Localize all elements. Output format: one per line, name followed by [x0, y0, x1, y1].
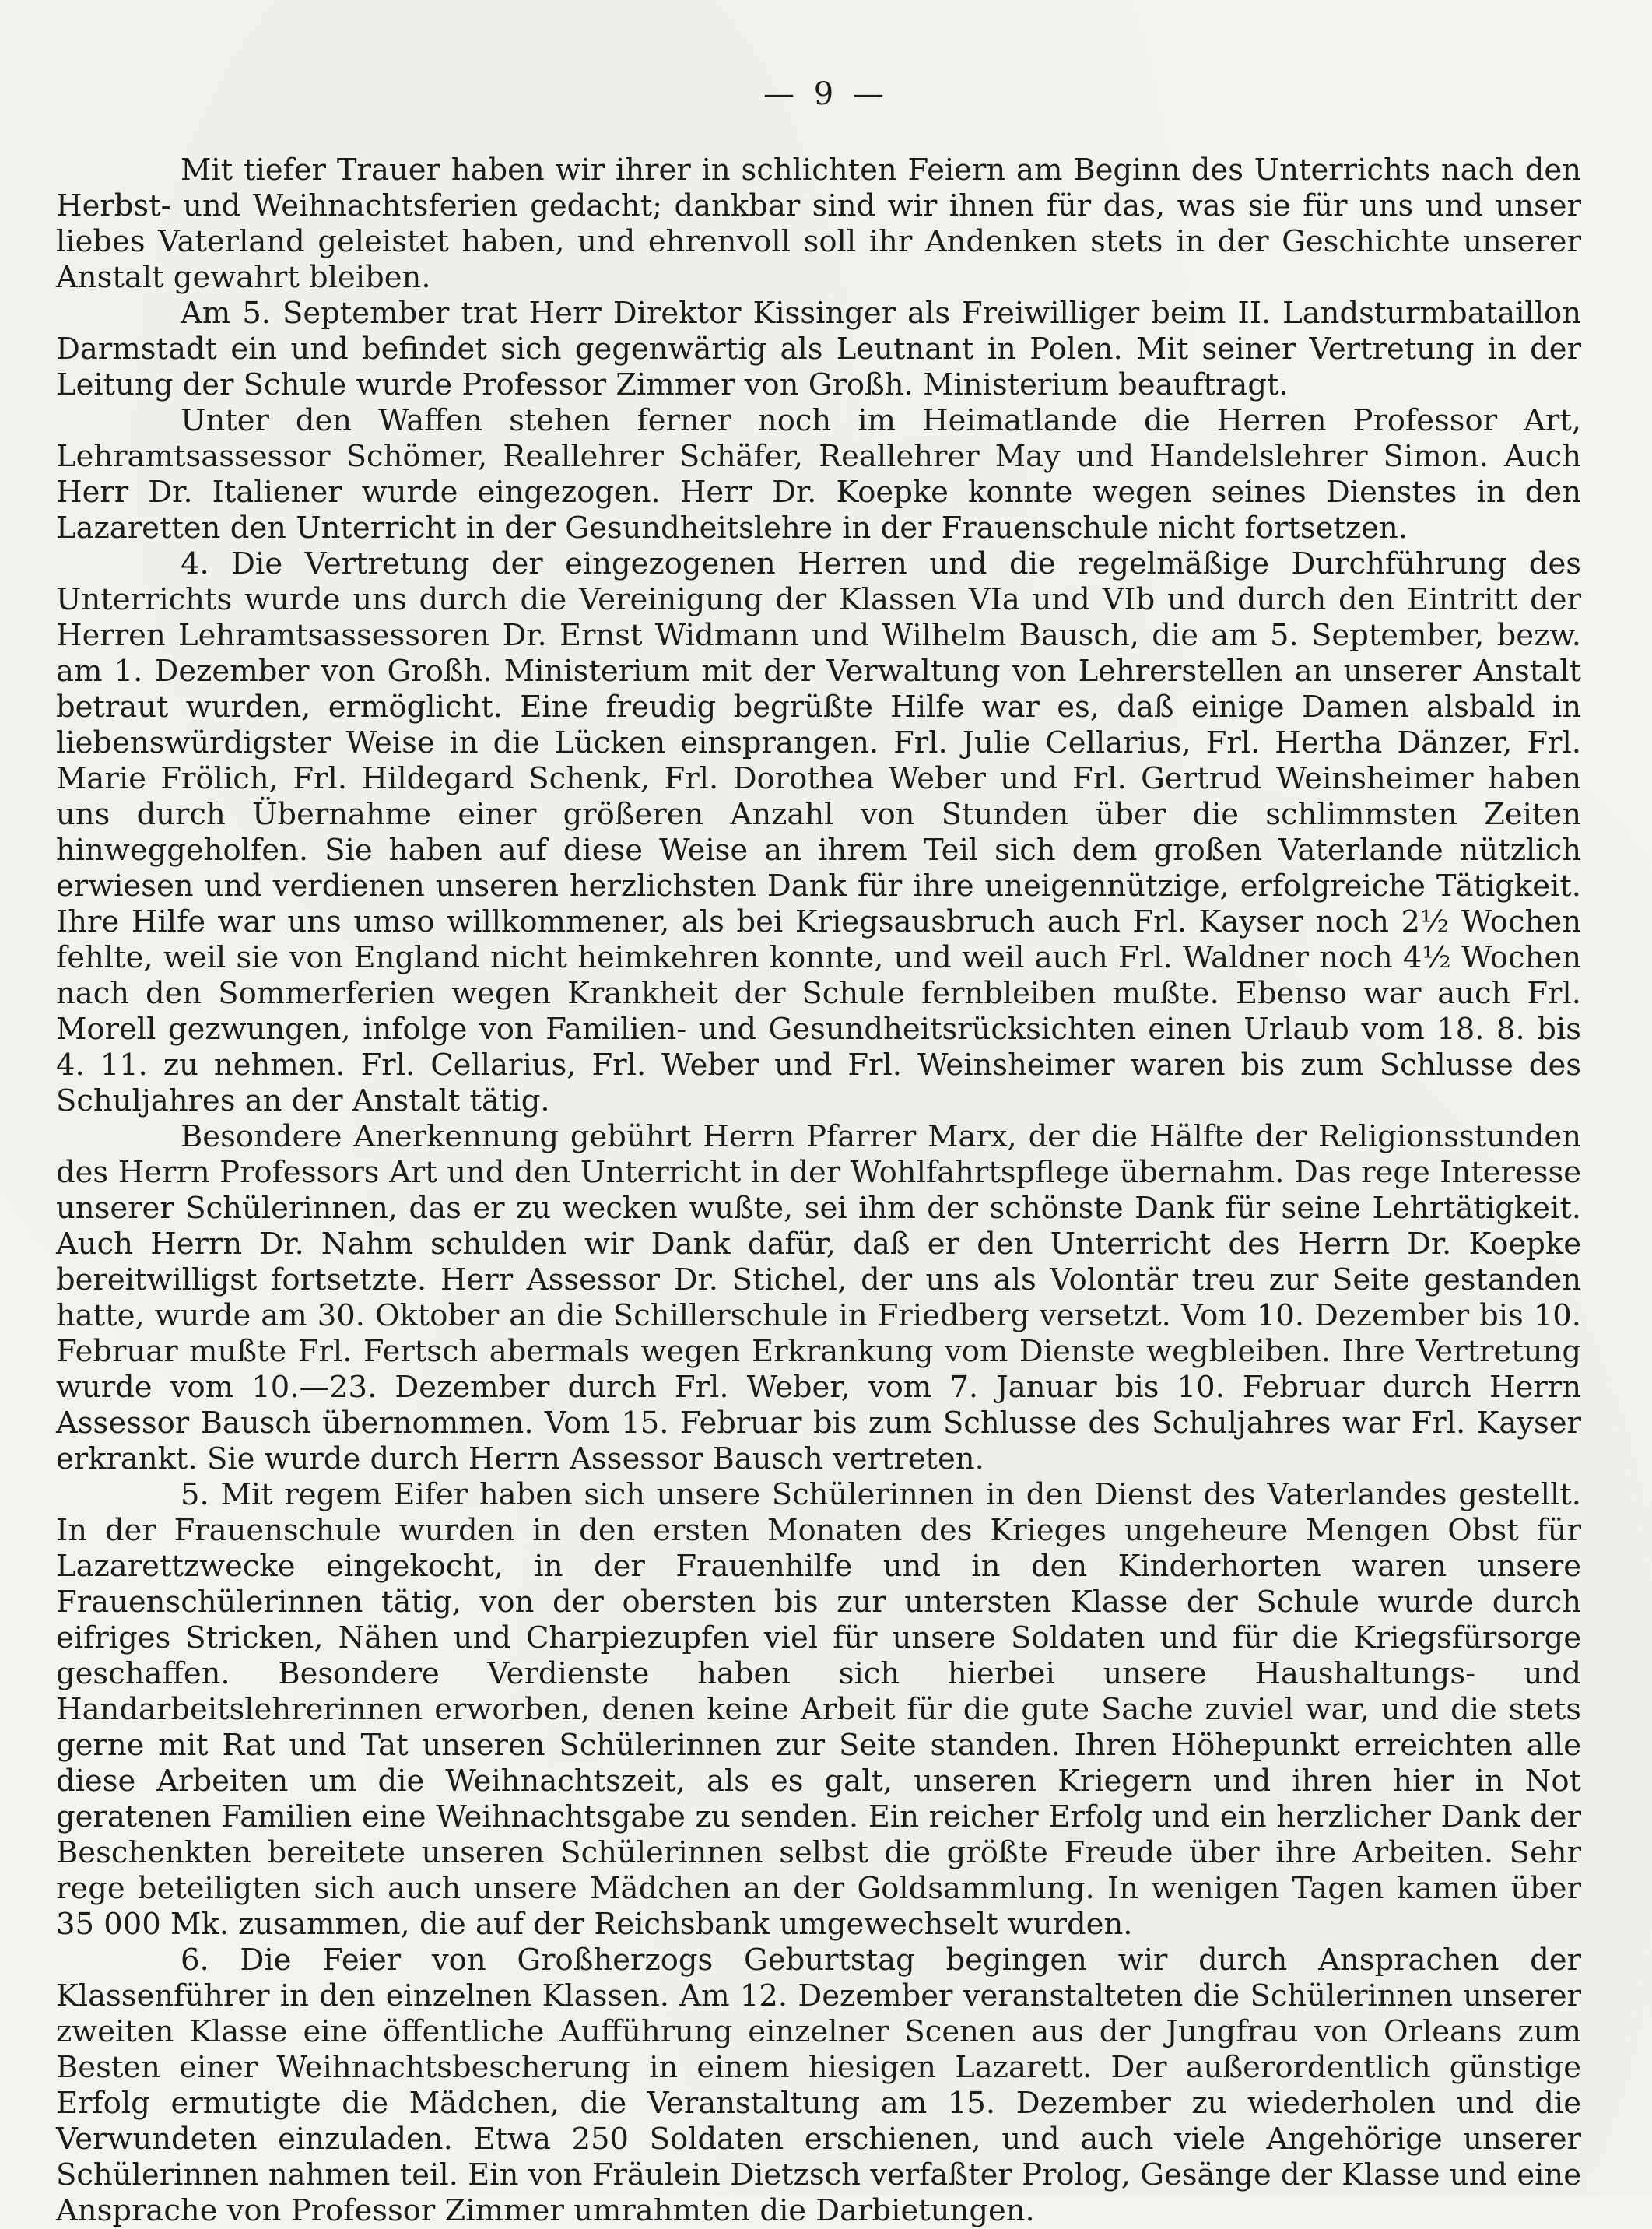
page-number: — 9 —	[763, 76, 889, 112]
body-text	[56, 153, 1581, 2229]
paragraph-under-arms: Unter den Waffen stehen ferner noch im Heimatlande die Herren Professor Art, Lehramtsassessor Schömer, Reallehrer Schäfer, Reallehrer May und Handelslehrer Simon. Auch Herr Dr. Italiener wurde eingezogen. Herr Dr. Koepke konnte wegen seines Dienstes in den Lazaretten den Unterricht in der Gesundheitslehre in der Frauenschule nicht fortsetzen.	[56, 403, 1581, 546]
paragraph-section-6-celebration: 6. Die Feier von Großherzogs Geburtstag begingen wir durch Ansprachen der Klassenführer in den einzelnen Klassen. Am 12. Dezember veranstalteten die Schülerinnen unserer zweiten Klasse eine öffentliche Aufführung einzelner Scenen aus der Jungfrau von Orleans zum Besten einer Weihnachtsbescherung in einem hiesigen Lazarett. Der außerordentlich günstige Erfolg ermutigte die Mädchen, die Veranstaltung am 15. Dezember zu wiederholen und die Verwundeten einzuladen. Etwa 250 Soldaten erschienen, und auch viele Angehörige unserer Schülerinnen nahmen teil. Ein von Fräulein Dietzsch verfaßter Prolog, Gesänge der Klasse und eine Ansprache von Professor Zimmer umrahmten die Darbietungen.	[56, 1943, 1581, 2228]
paragraph-mourning: Mit tiefer Trauer haben wir ihrer in schlichten Feiern am Beginn des Unterrichts nach den Herbst- und Weihnachtsferien gedacht; dankbar sind wir ihnen für das, was sie für uns und unser liebes Vaterland geleistet haben, und ehrenvoll soll ihr Andenken stets in der Geschichte unserer Anstalt gewahrt bleiben.	[56, 153, 1581, 295]
paragraph-director-kissinger: Am 5. September trat Herr Direktor Kissinger als Freiwilliger beim II. Landsturmbataillon Darmstadt ein und befindet sich gegenwärtig als Leutnant in Polen. Mit seiner Vertretung in der Leitung der Schule wurde Professor Zimmer von Großh. Ministerium beauftragt.	[56, 296, 1581, 402]
paragraph-section-4-substitution: 4. Die Vertretung der eingezogenen Herren und die regelmäßige Durchführung des Unterrichts wurde uns durch die Vereinigung der Klassen VIa und VIb und durch den Eintritt der Herren Lehramtsassessoren Dr. Ernst Widmann und Wilhelm Bausch, die am 5. September, bezw. am 1. Dezember von Großh. Ministerium mit der Verwaltung von Lehrerstellen an unserer Anstalt betraut wurden, ermöglicht. Eine freudig begrüßte Hilfe war es, daß einige Damen alsbald in liebenswürdigster Weise in die Lücken einsprangen. Frl. Julie Cellarius, Frl. Hertha Dänzer, Frl. Marie Frölich, Frl. Hildegard Schenk, Frl. Dorothea Weber und Frl. Gertrud Weinsheimer haben uns durch Übernahme einer größeren Anzahl von Stunden über die schlimmsten Zeiten hinweggeholfen. Sie haben auf diese Weise an ihrem Teil sich dem großen Vaterlande nützlich erwiesen und verdienen unseren herzlichsten Dank für ihre uneigennützige, erfolgreiche Tätigkeit. Ihre Hilfe war uns umso willkommener, als bei Kriegsausbruch auch Frl. Kayser noch 2½ Wochen fehlte, weil sie von England nicht heimkehren konnte, und weil auch Frl. Waldner noch 4½ Wochen nach den Sommerferien wegen Krankheit der Schule fernbleiben mußte. Ebenso war auch Frl. Morell gezwungen, infolge von Familien- und Gesundheitsrücksichten einen Urlaub vom 18. 8. bis 4. 11. zu nehmen. Frl. Cellarius, Frl. Weber und Frl. Weinsheimer waren bis zum Schlusse des Schuljahres an der Anstalt tätig.	[56, 546, 1581, 1118]
paragraph-section-5-service: 5. Mit regem Eifer haben sich unsere Schülerinnen in den Dienst des Vaterlandes gestellt. In der Frauenschule wurden in den ersten Monaten des Krieges ungeheure Mengen Obst für Lazarettzwecke eingekocht, in der Frauenhilfe und in den Kinderhorten waren unsere Frauenschülerinnen tätig, von der obersten bis zur untersten Klasse der Schule wurde durch eifriges Stricken, Nähen und Charpiezupfen viel für unsere Soldaten und für die Kriegsfürsorge geschaffen. Besondere Verdienste haben sich hierbei unsere Haushaltungs- und Handarbeitslehrerinnen erworben, denen keine Arbeit für die gute Sache zuviel war, und die stets gerne mit Rat und Tat unseren Schülerinnen zur Seite standen. Ihren Höhepunkt erreichten alle diese Arbeiten um die Weihnachtszeit, als es galt, unseren Kriegern und ihren hier in Not geratenen Familien eine Weihnachtsgabe zu senden. Ein reicher Erfolg und ein herzlicher Dank der Beschenkten bereitete unseren Schülerinnen selbst die größte Freude über ihre Arbeiten. Sehr rege beteiligten sich auch unsere Mädchen an der Goldsammlung. In wenigen Tagen kamen über 35 000 Mk. zusammen, die auf der Reichsbank umgewechselt wurden.	[56, 1477, 1581, 1942]
paragraph-special-recognition: Besondere Anerkennung gebührt Herrn Pfarrer Marx, der die Hälfte der Religionsstunden des Herrn Professors Art und den Unterricht in der Wohlfahrtspflege übernahm. Das rege Interesse unserer Schülerinnen, das er zu wecken wußte, sei ihm der schönste Dank für seine Lehrtätigkeit. Auch Herrn Dr. Nahm schulden wir Dank dafür, daß er den Unterricht des Herrn Dr. Koepke bereitwilligst fortsetzte. Herr Assessor Dr. Stichel, der uns als Volontär treu zur Seite gestanden hatte, wurde am 30. Oktober an die Schillerschule in Friedberg versetzt. Vom 10. Dezember bis 10. Februar mußte Frl. Fertsch abermals wegen Erkrankung vom Dienste wegbleiben. Ihre Vertretung wurde vom 10.—23. Dezember durch Frl. Weber, vom 7. Januar bis 10. Februar durch Herrn Assessor Bausch übernommen. Vom 15. Februar bis zum Schlusse des Schuljahres war Frl. Kayser erkrankt. Sie wurde durch Herrn Assessor Bausch vertreten.	[56, 1119, 1581, 1476]
